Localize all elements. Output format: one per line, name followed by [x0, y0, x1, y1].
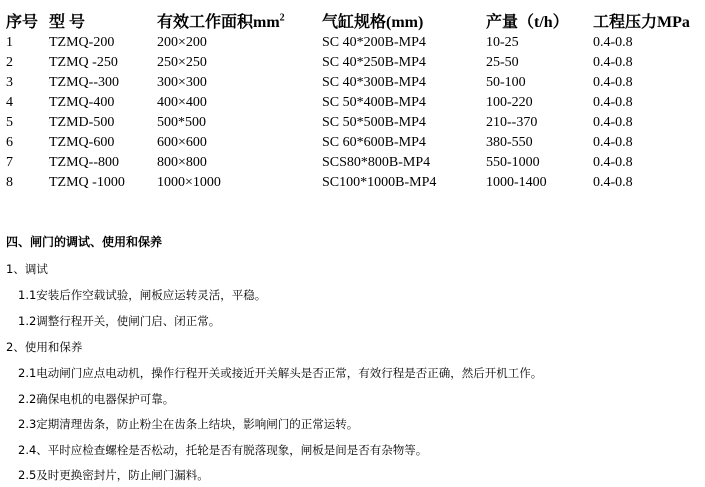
pressure-cell: 0.4-0.8: [593, 175, 633, 190]
pressure-cell: 0.4-0.8: [593, 135, 633, 150]
header-model: 型 号: [49, 14, 86, 31]
output-cell: 380-550: [486, 135, 533, 150]
cylinder-cell: SC 40*200B-MP4: [322, 35, 426, 50]
header-area-label: 有效工作面积mm: [157, 14, 280, 31]
output-cell: 1000-1400: [486, 175, 547, 190]
serial-cell: 1: [6, 35, 13, 50]
section-title: 四、闸门的调试、使用和保养: [6, 235, 163, 249]
pressure-cell: 0.4-0.8: [593, 75, 633, 90]
model-cell: TZMQ -1000: [49, 175, 125, 190]
area-cell: 800×800: [157, 155, 207, 170]
header-pressure: 工程压力MPa: [593, 14, 690, 31]
list-item: 1.2调整行程开关，使闸门启、闭正常。: [18, 314, 221, 328]
area-cell: 200×200: [157, 35, 207, 50]
list-item: 2.2确保电机的电器保护可靠。: [18, 392, 175, 406]
area-cell: 1000×1000: [157, 175, 221, 190]
serial-cell: 6: [6, 135, 13, 150]
table-row: [0, 173, 705, 193]
table-row: [0, 93, 705, 113]
cylinder-cell: SC 60*600B-MP4: [322, 135, 426, 150]
area-cell: 600×600: [157, 135, 207, 150]
area-cell: 400×400: [157, 95, 207, 110]
header-area: [157, 9, 285, 32]
serial-cell: 4: [6, 95, 13, 110]
subsection-heading: 2、使用和保养: [6, 340, 83, 354]
serial-cell: 3: [6, 75, 13, 90]
table-row: [0, 73, 705, 93]
output-cell: 10-25: [486, 35, 519, 50]
list-item: 2.4、平时应检查螺栓是否松动，托轮是否有脱落现象，闸板是间是否有杂物等。: [18, 443, 428, 457]
area-cell: 300×300: [157, 75, 207, 90]
pressure-cell: 0.4-0.8: [593, 155, 633, 170]
table-row: [0, 53, 705, 73]
cylinder-cell: SCS80*800B-MP4: [322, 155, 431, 170]
cylinder-cell: SC 40*300B-MP4: [322, 75, 426, 90]
model-cell: TZMQ--300: [49, 75, 119, 90]
pressure-cell: 0.4-0.8: [593, 115, 633, 130]
output-cell: 25-50: [486, 55, 519, 70]
model-cell: TZMQ--800: [49, 155, 119, 170]
area-cell: 250×250: [157, 55, 207, 70]
table-row: [0, 113, 705, 133]
model-cell: TZMQ-200: [49, 35, 115, 50]
model-cell: TZMQ-600: [49, 135, 115, 150]
serial-cell: 7: [6, 155, 13, 170]
table-row: [0, 133, 705, 153]
serial-cell: 5: [6, 115, 13, 130]
model-cell: TZMQ -250: [49, 55, 118, 70]
cylinder-cell: SC100*1000B-MP4: [322, 175, 437, 190]
output-cell: 50-100: [486, 75, 526, 90]
list-item: 2.5及时更换密封片，防止闸门漏料。: [18, 468, 209, 482]
cylinder-cell: SC 50*500B-MP4: [322, 115, 426, 130]
model-cell: TZMD-500: [49, 115, 115, 130]
table-row: [0, 33, 705, 53]
area-cell: 500*500: [157, 115, 206, 130]
serial-cell: 2: [6, 55, 13, 70]
list-item: 1.1安装后作空载试验，闸板应运转灵活，平稳。: [18, 288, 267, 302]
list-item: 2.1电动闸门应点电动机，操作行程开关或接近开关解头是否正常，有效行程是否正确，然后开机工作。: [18, 366, 543, 380]
output-cell: 210--370: [486, 115, 538, 130]
pressure-cell: 0.4-0.8: [593, 35, 633, 50]
table-row: [0, 153, 705, 173]
header-cylinder: 气缸规格(mm): [322, 14, 424, 31]
cylinder-cell: SC 40*250B-MP4: [322, 55, 426, 70]
output-cell: 550-1000: [486, 155, 540, 170]
header-serial: 序号: [6, 14, 39, 31]
header-output: 产量（t/h）: [486, 14, 569, 31]
pressure-cell: 0.4-0.8: [593, 55, 633, 70]
list-item: 2.3定期清理齿条，防止粉尘在齿条上结块，影响闸门的正常运转。: [18, 417, 359, 431]
pressure-cell: 0.4-0.8: [593, 95, 633, 110]
cylinder-cell: SC 50*400B-MP4: [322, 95, 426, 110]
model-cell: TZMQ-400: [49, 95, 115, 110]
subsection-heading: 1、调试: [6, 262, 48, 276]
output-cell: 100-220: [486, 95, 533, 110]
header-area-exponent: 2: [279, 12, 285, 24]
serial-cell: 8: [6, 175, 13, 190]
